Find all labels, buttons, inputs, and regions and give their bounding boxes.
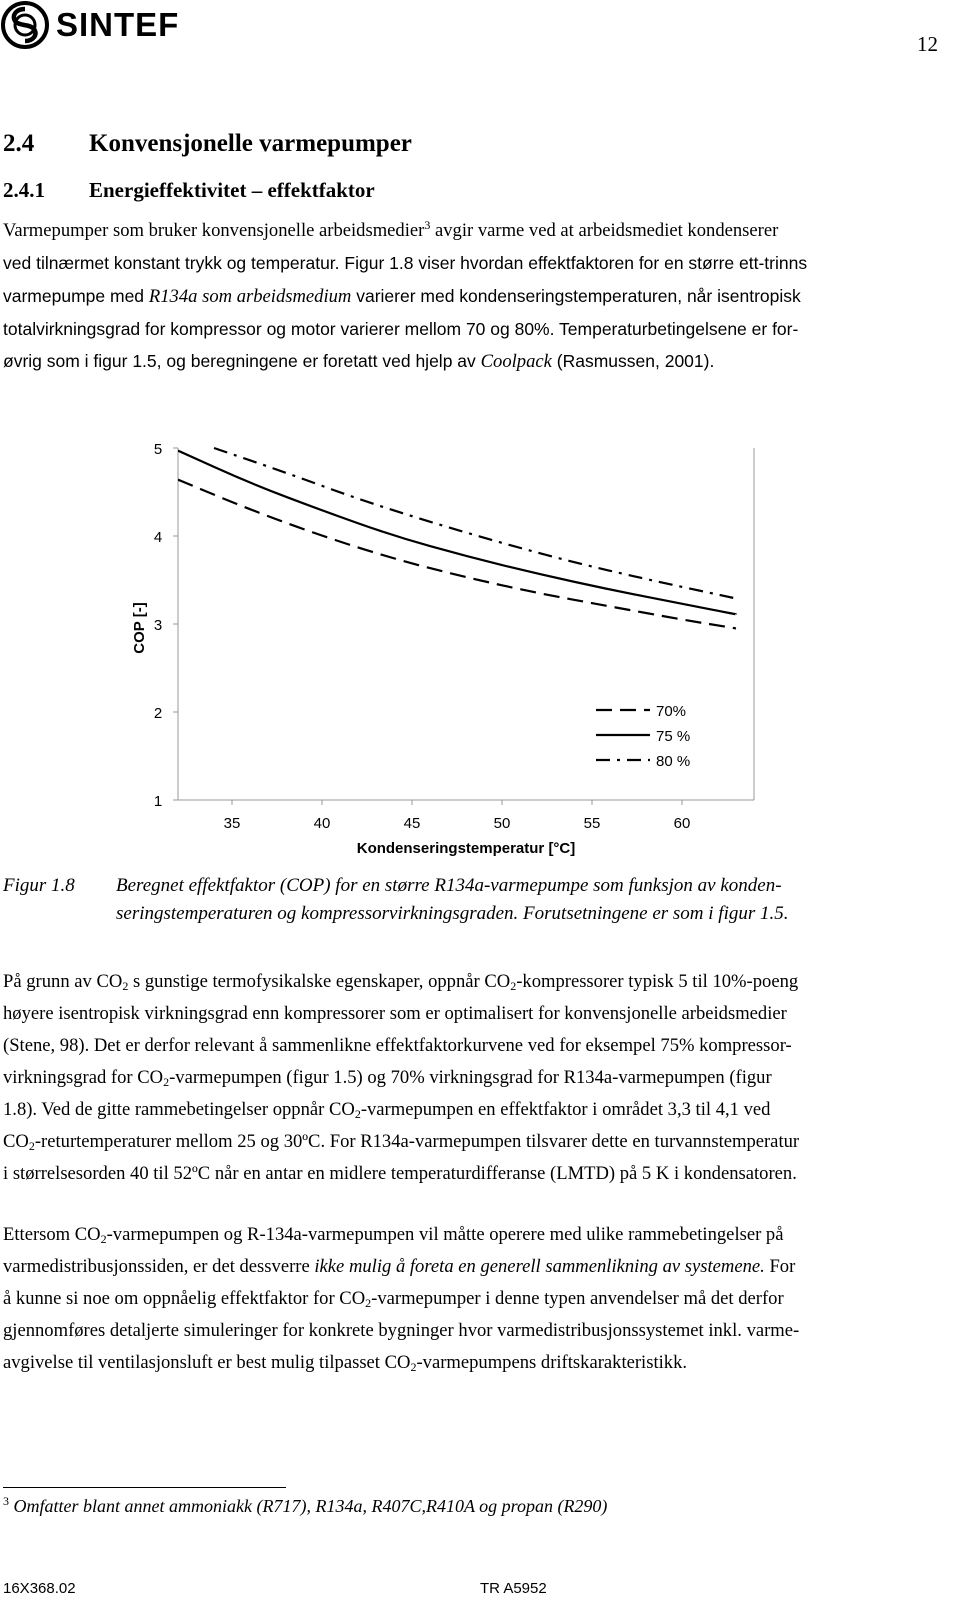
- text-fragment: (Rasmussen, 2001).: [551, 351, 715, 371]
- section-number: 2.4: [3, 130, 35, 157]
- subscript: 2: [122, 979, 129, 993]
- chart-axes: [131, 441, 754, 857]
- subscript: 2: [510, 979, 517, 993]
- y-tick-label: 5: [153, 441, 163, 458]
- subsection-number: 2.4.1: [3, 178, 45, 202]
- figure-label: Figur 1.8: [3, 875, 75, 896]
- section-title: Konvensjonelle varmepumper: [89, 130, 412, 157]
- text-fragment: -varmepumpen (figur 1.5) og 70% virkningsgrad for R134a-varmepumpen (figur: [169, 1067, 772, 1088]
- footnote-divider: [3, 1487, 286, 1488]
- text-line: [3, 1251, 938, 1283]
- text-line: høyere isentropisk virkningsgrad enn kompressorer som er optimalisert for konvensjonelle arbeidsmedier: [3, 1003, 787, 1024]
- x-tick-label: 35: [223, 815, 241, 832]
- text-fragment: -returtemperaturer mellom 25 og 30ºC. For R134a-varmepumpen tilsvarer dette en turvannstemperatur: [34, 1131, 800, 1152]
- sintef-logo: [0, 0, 179, 50]
- text-line: [3, 966, 938, 998]
- sintef-emblem-icon: [0, 0, 50, 50]
- text-fragment: -kompressorer typisk 5 til 10%-poeng: [516, 971, 799, 992]
- chart-legend: [592, 698, 746, 774]
- subscript: 2: [354, 1107, 361, 1121]
- page-number: 12: [917, 32, 938, 56]
- figure-caption-text: [116, 872, 916, 928]
- footnote: [3, 1496, 607, 1517]
- x-tick-label: 55: [583, 815, 601, 832]
- subscript: 2: [410, 1360, 417, 1374]
- co2-paragraph: [3, 966, 938, 1190]
- text-fragment: -varmepumpen og R-134a-varmepumpen vil måtte operere med ulike rammebetingelser på: [106, 1224, 784, 1245]
- x-axis-label: Kondenseringstemperatur [°C]: [356, 840, 576, 857]
- logo-text: SINTEF: [56, 6, 180, 43]
- text-line: i størrelsesorden 40 til 52ºC når en antar en midlere temperaturdifferanse (LMTD) på 5 K i kondensatoren.: [3, 1163, 797, 1184]
- text-line: [3, 1062, 938, 1094]
- y-tick-label: 2: [153, 705, 163, 722]
- text-line: [3, 280, 938, 313]
- text-fragment: -varmepumper i denne typen anvendelser må det derfor: [371, 1288, 784, 1309]
- y-tick-label: 4: [153, 529, 163, 546]
- text-line: gjennomføres detaljerte simuleringer for konkrete bygninger hvor varmedistribusjonssystemet inkl. varme-: [3, 1320, 800, 1341]
- footer-report-number: TR A5952: [480, 1580, 547, 1597]
- text-fragment: avgir varme ved at arbeidsmediet kondenserer: [430, 220, 779, 241]
- text-fragment: 1.8). Ved de gitte rammebetingelser oppnår CO: [3, 1099, 355, 1120]
- text-fragment: CO: [3, 1131, 29, 1152]
- legend-label: 70%: [656, 703, 687, 720]
- series-line-75: [178, 451, 736, 615]
- series-line-80: [214, 448, 736, 598]
- text-fragment: varierer med kondenseringstemperaturen, når isentropisk: [351, 286, 801, 306]
- text-fragment: Ettersom CO: [3, 1224, 101, 1245]
- text-line: [3, 1094, 938, 1126]
- text-line: [3, 1283, 938, 1315]
- legend-label: 80 %: [656, 753, 691, 770]
- legend-label: 75 %: [656, 728, 691, 745]
- x-tick-label: 60: [673, 815, 691, 832]
- intro-paragraph: [3, 215, 938, 378]
- emphasis-text: R134a som arbeidsmedium: [148, 286, 352, 307]
- text-line: [3, 345, 938, 378]
- subscript: 2: [28, 1139, 35, 1153]
- text-fragment: -varmepumpens driftskarakteristikk.: [416, 1352, 688, 1373]
- text-line: (Stene, 98). Det er derfor relevant å sammenlikne effektfaktorkurvene ved for eksempel 75% kompressor-: [3, 1035, 792, 1056]
- text-fragment: virkningsgrad for CO: [3, 1067, 164, 1088]
- text-fragment: -varmepumpen en effektfaktor i området 3,3 til 4,1 ved: [360, 1099, 771, 1120]
- subscript: 2: [163, 1075, 170, 1089]
- text-fragment: På grunn av CO: [3, 971, 123, 992]
- text-fragment: Varmepumper som bruker konvensjonelle arbeidsmedier: [3, 220, 425, 241]
- footnote-ref[interactable]: 3: [424, 218, 431, 232]
- footer-doc-number: 16X368.02: [3, 1580, 76, 1597]
- caption-line: seringstemperaturen og kompressorvirkningsgraden. Forutsetningene er som i figur 1.5.: [116, 903, 789, 924]
- emphasis-text: Coolpack: [480, 351, 552, 372]
- x-tick-label: 45: [403, 815, 421, 832]
- cop-chart: [130, 430, 770, 860]
- text-line: totalvirkningsgrad for kompressor og motor varierer mellom 70 og 80%. Temperaturbetingelsene er for-: [3, 319, 799, 339]
- x-tick-label: 40: [313, 815, 331, 832]
- text-fragment: Figur 1.8 viser hvordan effektfaktoren for en større ett-trinns: [344, 253, 808, 273]
- text-line: [3, 1347, 938, 1379]
- text-fragment: s gunstige termofysikalske egenskaper, oppnår CO: [128, 971, 511, 992]
- subsection-title: Energieffektivitet – effektfaktor: [89, 178, 375, 202]
- text-fragment: For: [764, 1256, 796, 1277]
- text-fragment: varmedistribusjonssiden, er det dessverre: [3, 1256, 315, 1277]
- caption-line: Beregnet effektfaktor (COP) for en større R134a-varmepumpe som funksjon av konden-: [116, 875, 782, 896]
- footnote-text: Omfatter blant annet ammoniakk (R717), R134a, R407C,R410A og propan (R290): [9, 1496, 608, 1516]
- x-tick-label: 50: [493, 815, 511, 832]
- text-fragment: å kunne si noe om oppnåelig effektfaktor for CO: [3, 1288, 366, 1309]
- text-fragment: øvrig som i figur 1.5, og beregningene er foretatt ved hjelp av: [3, 351, 481, 371]
- text-fragment: ved tilnærmet konstant trykk og temperatur.: [3, 253, 345, 273]
- chart-series: [178, 448, 736, 628]
- y-tick-label: 3: [153, 617, 163, 634]
- footnote-marker: 3: [3, 1494, 9, 1508]
- y-tick-label: 1: [153, 793, 163, 810]
- emphasis-text: ikke mulig å foreta en generell sammenlikning av systemene.: [314, 1256, 765, 1277]
- subsection-heading: [3, 178, 375, 203]
- section-heading: [3, 130, 412, 158]
- text-fragment: varmepumpe med: [3, 286, 149, 306]
- text-line: [3, 1219, 938, 1251]
- comparison-paragraph: [3, 1219, 938, 1379]
- y-axis-label: COP [-]: [131, 602, 148, 654]
- text-fragment: avgivelse til ventilasjonsluft er best mulig tilpasset CO: [3, 1352, 411, 1373]
- subscript: 2: [365, 1296, 372, 1310]
- subscript: 2: [100, 1232, 107, 1246]
- text-line: [3, 247, 938, 280]
- text-line: [3, 215, 938, 247]
- text-line: [3, 1126, 938, 1158]
